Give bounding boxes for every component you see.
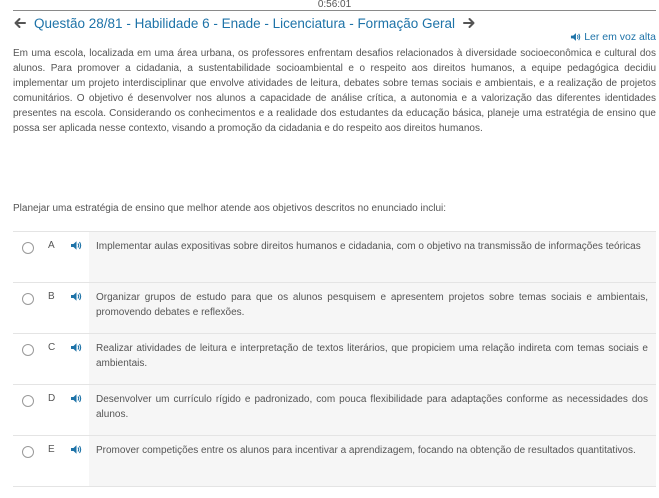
question-prompt: Planejar uma estratégia de ensino que melhor atende aos objetivos descritos no enunciado inclui:: [13, 203, 447, 214]
option-a-speaker-icon[interactable]: [70, 240, 82, 251]
option-c[interactable]: [13, 333, 656, 384]
option-a-radio[interactable]: [22, 242, 34, 254]
option-e-controls: [13, 436, 89, 486]
option-d-letter: D: [48, 393, 56, 404]
option-d-speaker-icon[interactable]: [70, 393, 82, 404]
option-b-radio[interactable]: [22, 293, 34, 305]
next-question-arrow-icon[interactable]: [462, 16, 476, 30]
option-b-controls: [13, 283, 89, 333]
option-a-text: Implementar aulas expositivas sobre direitos humanos e cidadania, com o objetivo na transmissão de informações teóricas: [89, 232, 656, 282]
option-d-controls: [13, 385, 89, 435]
option-e[interactable]: [13, 435, 656, 487]
option-d-radio[interactable]: [22, 395, 34, 407]
option-a[interactable]: [13, 231, 656, 282]
read-aloud-button[interactable]: [570, 31, 656, 43]
option-e-text: Promover competições entre os alunos para incentivar a aprendizagem, focando na obtenção de resultados quantitativos.: [89, 436, 656, 486]
option-b-letter: B: [48, 291, 55, 302]
option-e-radio[interactable]: [22, 446, 34, 458]
option-c-letter: C: [48, 342, 56, 353]
option-c-text: Realizar atividades de leitura e interpretação de textos literários, que propiciem uma relação indireta com temas sociais e ambientais.: [89, 334, 656, 384]
option-e-speaker-icon[interactable]: [70, 444, 82, 455]
answer-options: [13, 231, 656, 487]
previous-question-arrow-icon[interactable]: [13, 16, 27, 30]
option-c-radio[interactable]: [22, 344, 34, 356]
option-d-text: Desenvolver um currículo rígido e padronizado, com pouca flexibilidade para adaptações conforme as necessidades dos alunos.: [89, 385, 656, 435]
option-a-letter: A: [48, 240, 55, 251]
option-b-text: Organizar grupos de estudo para que os alunos pesquisem e apresentem projetos sobre temas sociais e ambientais, promovendo debates e reflexões.: [89, 283, 656, 333]
option-b[interactable]: [13, 282, 656, 333]
option-d[interactable]: [13, 384, 656, 435]
timer-bar: [13, 0, 656, 11]
option-e-letter: E: [48, 444, 55, 455]
question-statement: Em uma escola, localizada em uma área urbana, os professores enfrentam desafios relacionados à diversidade socioeconômica e cultural dos alunos. Para promover a cidadania, a sustentabilidade socioambiental e o respeito aos direitos humanos, a equipe pedagógica decidiu implementar um projeto interdisciplinar que envolve atividades de leitura, debates sobre temas sociais e ambientais, e a realização de projetos comunitários. O objetivo é desenvolver nos alunos a capacidade de análise crítica, a autonomia e a valorização das diferentes identidades presentes na escola. Considerando os conhecimentos e a realidade dos estudantes da educação básica, planeje uma estratégia de ensino que possa ser aplicada nesse contexto, visando a promoção da cidadania e do respeito aos direitos humanos.: [13, 48, 656, 134]
option-a-controls: [13, 232, 89, 282]
speaker-icon: [570, 32, 581, 42]
read-aloud-label: Ler em voz alta: [584, 31, 656, 43]
option-b-speaker-icon[interactable]: [70, 291, 82, 302]
question-title: Questão 28/81 - Habilidade 6 - Enade - Licenciatura - Formação Geral: [34, 15, 455, 31]
option-c-controls: [13, 334, 89, 384]
timer: 0:56:01: [317, 0, 352, 10]
option-c-speaker-icon[interactable]: [70, 342, 82, 353]
question-header: [13, 13, 656, 33]
